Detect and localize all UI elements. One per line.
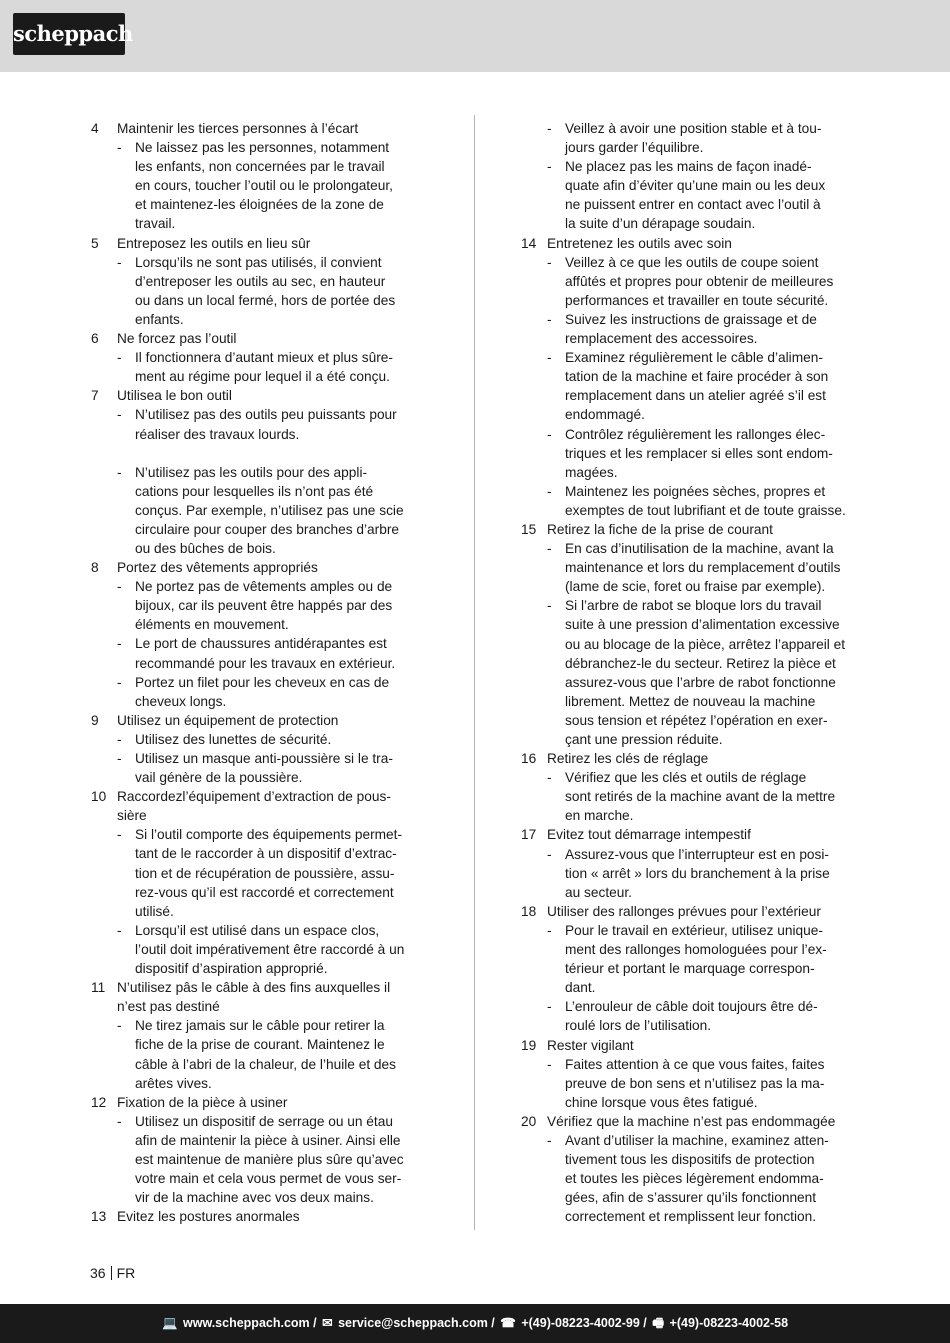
sub-point-line: Le port de chaussures antidérapantes est (135, 636, 387, 652)
sub-point-line: performances et travailler en toute sécurité. (565, 292, 829, 308)
sub-point-line: recommandé pour les travaux en extérieur. (135, 655, 396, 671)
sub-point-line: dant. (565, 980, 596, 996)
sub-point-line: Maintenez les poignées sèches, propres et (565, 483, 826, 499)
safety-item (521, 234, 871, 520)
item-title-line: Utiliser des rallonges prévues pour l’extérieur (547, 903, 821, 919)
fax-icon: 🖷 (652, 1316, 665, 1330)
item-title-line: Maintenir les tierces personnes à l’écart (117, 121, 359, 136)
item-title-line: Retirez la fiche de la prise de courant (547, 521, 773, 537)
sub-point-line: Veillez à avoir une position stable et à tou- (565, 121, 822, 136)
sub-point-line: correctement et remplissent leur fonction. (565, 1209, 817, 1225)
sub-point-line: L’enrouleur de câble doit toujours être dé- (565, 999, 818, 1015)
sub-point-line: chine lorsque vous êtes fatigué. (565, 1094, 758, 1110)
safety-item (91, 978, 443, 1093)
sub-point (521, 845, 871, 902)
sub-point-line: les enfants, non concernées par le travail (135, 159, 385, 175)
sub-point-line: Veillez à ce que les outils de coupe soient (565, 254, 819, 270)
item-number: 18 (521, 903, 537, 919)
bullet-dash: - (547, 426, 552, 442)
sub-point-line: afin de maintenir la pièce à usiner. Ainsi elle (135, 1132, 401, 1148)
sub-point (521, 768, 871, 825)
item-title-line: Vérifiez que la machine n’est pas endommagée (547, 1113, 836, 1129)
sub-point (91, 138, 443, 233)
sub-point (521, 921, 871, 997)
sub-point-line: roulé lors de l’utilisation. (565, 1018, 712, 1034)
item-number: 10 (91, 789, 107, 805)
computer-icon: 💻 (161, 1316, 178, 1330)
sub-point-line: magées. (565, 464, 618, 480)
bullet-dash: - (547, 922, 552, 938)
item-number: 11 (91, 980, 106, 996)
safety-item (91, 1207, 443, 1226)
sub-point-line: Utilisez un dispositif de serrage ou un étau (135, 1113, 393, 1129)
sub-point-line: circulaire pour couper des branches d’arbre (135, 521, 400, 537)
bullet-dash: - (117, 1018, 122, 1034)
sub-point-line: Utilisez des lunettes de sécurité. (135, 731, 332, 747)
sub-point (91, 1016, 443, 1092)
sub-point (521, 539, 871, 596)
bullet-dash: - (117, 579, 122, 595)
item-title-line: N’utilisez pâs le câble à des fins auxquelles il (117, 980, 391, 996)
sub-point-line: Avant d’utiliser la machine, examinez atten- (565, 1132, 829, 1148)
sub-point-line: Lorsqu’ils ne sont pas utilisés, il convient (135, 254, 382, 270)
sub-point (91, 749, 443, 787)
sub-point (91, 634, 443, 672)
safety-item (521, 1112, 871, 1227)
bullet-dash: - (117, 731, 122, 747)
sub-point-line: quate afin d’éviter qu’une main ou les deux (565, 178, 826, 194)
sub-point-line: tion « arrêt » lors du branchement à la prise (565, 865, 830, 881)
language-code: FR (116, 1265, 136, 1281)
item-heading (91, 234, 443, 253)
item-heading (91, 329, 443, 348)
item-title-line: n’est pas destiné (117, 999, 220, 1015)
safety-item (91, 234, 443, 329)
sub-point-line: ou des bûches de bois. (135, 540, 276, 556)
safety-item (91, 119, 443, 234)
item-heading (91, 711, 443, 730)
sub-point-line: en marche. (565, 808, 634, 824)
item-heading (91, 386, 443, 405)
sub-point-line: ou au blocage de la pièce, arrêtez l’appareil et (565, 636, 846, 652)
sub-point (521, 596, 871, 749)
phone-number: +(49)-08223-4002-99 / (521, 1316, 647, 1330)
website-link[interactable]: www.scheppach.com / (183, 1316, 317, 1330)
sub-point (521, 425, 871, 482)
item-title-line: Rester vigilant (547, 1037, 634, 1053)
scheppach-logo (13, 13, 133, 55)
bullet-dash: - (117, 254, 122, 270)
bullet-dash: - (547, 159, 552, 175)
sub-point-line: triques et les remplacer si elles sont endom- (565, 445, 833, 461)
sub-point-line: Si l’outil comporte des équipements permet- (135, 827, 403, 843)
safety-item (521, 749, 871, 825)
sub-point-line: remplacement des accessoires. (565, 331, 758, 347)
item-number: 8 (91, 560, 99, 576)
page-number-separator (111, 1266, 112, 1280)
bullet-dash: - (547, 846, 552, 862)
sub-point-line: Assurez-vous que l’interrupteur est en posi- (565, 846, 829, 862)
item-number: 15 (521, 521, 537, 537)
page-number: 36 (90, 1265, 106, 1281)
sub-point-line: réaliser des travaux lourds. (135, 426, 300, 442)
sub-point-line: sous tension et répétez l’opération en exer- (565, 712, 828, 728)
phone-icon: ☎ (500, 1316, 516, 1330)
sub-point-line: Si l’arbre de rabot se bloque lors du travail (565, 598, 822, 614)
bullet-dash: - (117, 751, 122, 766)
sub-point-line: arêtes vives. (135, 1075, 212, 1091)
sub-point (91, 577, 443, 634)
item-number: 5 (91, 235, 99, 251)
item-title-line: Evitez tout démarrage intempestif (547, 827, 751, 843)
sub-point-line: rez-vous qu’il est raccordé et correctement (135, 884, 394, 900)
sub-point-line: Vérifiez que les clés et outils de réglage (565, 770, 807, 786)
safety-item (521, 520, 871, 749)
sub-point-line: enfants. (135, 311, 184, 327)
item-title-line: Utilisez un équipement de protection (117, 712, 339, 728)
sub-point (91, 921, 443, 978)
sub-point (521, 348, 871, 424)
sub-point-line: suite à une pression d’alimentation excessive (565, 617, 840, 633)
sub-point-line: çant une pression réduite. (565, 732, 723, 747)
sub-point-line: en cours, toucher l’outil ou le prolongateur, (135, 178, 393, 194)
right-column (521, 119, 871, 1226)
sub-point-line: Utilisez un masque anti-poussière si le tra- (135, 751, 393, 766)
left-column (91, 119, 443, 1226)
logo-text: scheppach (13, 21, 133, 46)
sub-point-line: au secteur. (565, 884, 632, 900)
item-heading (521, 1112, 871, 1131)
sub-point-line: tation de la machine et faire procéder à son (565, 369, 829, 385)
item-title-line: Ne forcez pas l’outil (117, 331, 237, 347)
bullet-dash: - (117, 922, 122, 938)
sub-point (91, 673, 443, 711)
item-title-line: Utilisea le bon outil (117, 388, 232, 404)
sub-point-line: débranchez-le du secteur. Retirez la pièce et (565, 655, 836, 671)
item-heading (521, 1036, 871, 1055)
sub-point-line: Examinez régulièrement le câble d’alimen- (565, 350, 823, 366)
sub-point-line: vail génère de la poussière. (135, 770, 303, 786)
item-title-line: Entreposez les outils en lieu sûr (117, 235, 311, 251)
sub-point-line: travail. (135, 216, 176, 232)
sub-point-line: Ne placez pas les mains de façon inadé- (565, 159, 812, 175)
sub-point-line: ment des rallonges homologuées pour l’ex- (565, 942, 827, 958)
item-title-line: Raccordezl’équipement d’extraction de pous- (117, 789, 391, 805)
sub-point-line: En cas d’inutilisation de la machine, avant la (565, 541, 834, 557)
safety-item (91, 711, 443, 787)
sub-point-line: preuve de bon sens et n’utilisez pas la ma- (565, 1075, 825, 1091)
sub-point (91, 1112, 443, 1207)
sub-point (521, 119, 871, 157)
item-number: 20 (521, 1113, 537, 1129)
sub-point-line: affûtés et propres pour obtenir de meilleures (565, 273, 834, 289)
bullet-dash: - (547, 541, 552, 557)
item-title-line: Fixation de la pièce à usiner (117, 1094, 288, 1110)
bullet-dash: - (547, 121, 552, 136)
sub-point-line: vir de la machine avec vos deux mains. (135, 1190, 374, 1206)
sub-point (91, 463, 443, 558)
sub-point (521, 253, 871, 310)
item-title-line: sière (117, 808, 147, 824)
sub-point (521, 310, 871, 348)
sub-point-line: et toutes les pièces légèrement endomma- (565, 1171, 824, 1187)
item-heading (521, 825, 871, 844)
contact-footer-bar (0, 1304, 950, 1343)
contact-line (0, 1304, 950, 1343)
item-heading (91, 119, 443, 138)
sub-point-line: ment au régime pour lequel il a été conçu. (135, 369, 390, 385)
item-number: 7 (91, 388, 99, 404)
sub-point (91, 348, 443, 386)
item-title-line: Entretenez les outils avec soin (547, 235, 732, 251)
item-heading (91, 1207, 443, 1226)
sub-point-line: Portez un filet pour les cheveux en cas de (135, 674, 390, 690)
sub-point-line: Pour le travail en extérieur, utilisez unique- (565, 922, 823, 938)
bullet-dash: - (117, 140, 122, 156)
sub-point-line: utilisé. (135, 903, 174, 919)
item-number: 9 (91, 712, 99, 728)
sub-point-line: Suivez les instructions de graissage et de (565, 311, 817, 327)
item-number: 19 (521, 1037, 537, 1053)
bullet-dash: - (117, 1113, 122, 1129)
sub-point-line: jours garder l’équilibre. (565, 140, 704, 156)
sub-point-line: cheveux longs. (135, 693, 227, 709)
sub-point-line: cations pour lesquelles ils n’ont pas été (135, 483, 374, 499)
sub-point (521, 157, 871, 233)
safety-item (521, 1036, 871, 1112)
sub-point-line: d’entreposer les outils au sec, en hauteur (135, 273, 386, 289)
bullet-dash: - (117, 636, 122, 652)
sub-point-line: sont retirés de la machine avant de la mettre (565, 789, 836, 805)
sub-point-line: câble à l’abri de la chaleur, de l’huile et des (135, 1056, 396, 1072)
bullet-dash: - (117, 674, 122, 690)
sub-point-line: Lorsqu’il est utilisé dans un espace clos, (135, 922, 380, 938)
sub-point-line: conçus. Par exemple, n’utilisez pas une scie (135, 502, 404, 518)
sub-point-line: N’utilisez pas des outils peu puissants pour (135, 407, 397, 423)
bullet-dash: - (117, 827, 122, 843)
sub-point-line: et maintenez-les éloignées de la zone de (135, 197, 384, 213)
bullet-dash: - (547, 770, 552, 786)
item-heading (91, 558, 443, 577)
item-number: 4 (91, 121, 99, 136)
sub-point (91, 253, 443, 329)
sub-point-line: endommagé. (565, 407, 645, 423)
sub-point (91, 825, 443, 920)
sub-point-line: N’utilisez pas les outils pour des appli- (135, 464, 368, 480)
sub-point-line: Contrôlez régulièrement les rallonges élec- (565, 426, 826, 442)
sub-point-line: fiche de la prise de courant. Maintenez le (135, 1037, 385, 1053)
item-number: 16 (521, 751, 537, 767)
bullet-dash: - (117, 464, 122, 480)
sub-point-line: Ne portez pas de vêtements amples ou de (135, 579, 393, 595)
item-number: 17 (521, 827, 537, 843)
bullet-dash: - (117, 407, 122, 423)
item-title-line: Retirez les clés de réglage (547, 751, 709, 767)
sub-point-line: (lame de scie, foret ou fraise par exemple). (565, 579, 826, 595)
safety-item (91, 329, 443, 386)
safety-item (521, 825, 871, 901)
column-divider (474, 115, 475, 1230)
sub-point (521, 1131, 871, 1226)
envelope-icon: ✉ (322, 1316, 333, 1330)
safety-item (91, 1093, 443, 1208)
item-heading (91, 787, 443, 825)
sub-point-line: est maintenue de manière plus sûre qu’avec (135, 1151, 404, 1167)
sub-point (91, 405, 443, 443)
sub-point-line: tion et de récupération de poussière, assu- (135, 865, 395, 881)
sub-point-line: librement. Mettez de nouveau la machine (565, 693, 816, 709)
sub-point-line: l’outil doit impérativement être raccordé à un (135, 941, 405, 957)
paragraph-gap (91, 444, 443, 463)
sub-point (91, 730, 443, 749)
bullet-dash: - (547, 483, 552, 499)
item-number: 14 (521, 235, 537, 251)
sub-point (521, 482, 871, 520)
sub-point-line: remplacement dans un atelier agréé s’il est (565, 388, 826, 404)
item-title-line: Portez des vêtements appropriés (117, 560, 318, 576)
sub-point-line: maintenance et lors du remplacement d’outils (565, 560, 841, 576)
sub-point-line: éléments en mouvement. (135, 617, 289, 633)
fax-number: +(49)-08223-4002-58 (669, 1316, 789, 1330)
page-number-block (90, 1264, 135, 1283)
bullet-dash: - (547, 311, 552, 327)
item-heading (91, 1093, 443, 1112)
sub-point-line: bijoux, car ils peuvent être happés par des (135, 598, 393, 614)
safety-item (91, 558, 443, 711)
item-number: 12 (91, 1094, 107, 1110)
bullet-dash: - (547, 1132, 552, 1148)
safety-item (91, 386, 443, 558)
sub-point-line: gées, afin de s’assurer qu’ils fonctionnent (565, 1190, 817, 1206)
sub-point-line: assurez-vous que l’arbre de rabot fonctionne (565, 674, 836, 690)
sub-point-line: exemptes de tout lubrifiant et de toute graisse. (565, 502, 846, 518)
safety-item (91, 787, 443, 978)
safety-item (521, 902, 871, 1036)
sub-point-line: Ne laissez pas les personnes, notamment (135, 140, 390, 156)
item-heading (91, 978, 443, 1016)
sub-point (521, 1055, 871, 1112)
item-title-line: Evitez les postures anormales (117, 1209, 300, 1225)
bullet-dash: - (547, 999, 552, 1015)
bullet-dash: - (547, 350, 552, 366)
sub-point-line: la suite d’un dérapage soudain. (565, 216, 756, 232)
item-heading (521, 234, 871, 253)
sub-point-line: Il fonctionnera d’autant mieux et plus sûre- (135, 350, 393, 366)
sub-point-line: térieur et portant le marquage correspon- (565, 961, 815, 977)
item-heading (521, 749, 871, 768)
email-link[interactable]: service@scheppach.com / (338, 1316, 495, 1330)
sub-point-line: Ne tirez jamais sur le câble pour retirer la (135, 1018, 385, 1034)
item-heading (521, 902, 871, 921)
sub-point-line: tant de le raccorder à un dispositif d’extrac- (135, 846, 397, 862)
sub-point-line: dispositif d’aspiration approprié. (135, 961, 328, 977)
sub-point (521, 997, 871, 1035)
sub-point-line: Faites attention à ce que vous faites, faites (565, 1056, 825, 1072)
item-number: 13 (91, 1209, 107, 1225)
item-heading (521, 520, 871, 539)
bullet-dash: - (547, 254, 552, 270)
safety-item (521, 119, 871, 234)
page-header (0, 0, 950, 72)
bullet-dash: - (547, 598, 552, 614)
sub-point-line: ne puissent entrer en contact avec l’outil à (565, 197, 821, 213)
sub-point-line: tivement tous les dispositifs de protection (565, 1152, 815, 1168)
sub-point-line: votre main et cela vous permet de vous ser- (135, 1171, 402, 1187)
sub-point-line: ou dans un local fermé, hors de portée des (135, 292, 396, 308)
bullet-dash: - (117, 350, 122, 366)
item-number: 6 (91, 331, 99, 347)
bullet-dash: - (547, 1056, 552, 1072)
